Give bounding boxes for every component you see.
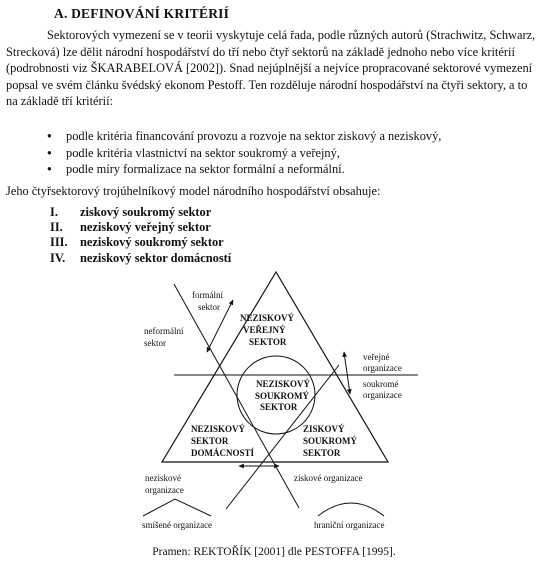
nonprofit-household-label-1: NEZISKOVÝ <box>191 424 246 434</box>
private-org-label-2: organizace <box>363 390 402 400</box>
public-private-arrow <box>344 352 350 394</box>
informal-sector-label-1: neformální <box>144 326 184 336</box>
nonprofit-public-label-2: VEŘEJNÝ <box>243 325 286 335</box>
sector-label: neziskový veřejný sektor <box>80 220 211 235</box>
nonprofit-household-label-3: DOMÁCNOSTÍ <box>191 448 255 458</box>
nonprofit-public-label-3: SEKTOR <box>249 337 287 347</box>
sector-number: II. <box>50 220 63 235</box>
nonprofit-private-label-3: SEKTOR <box>260 402 298 412</box>
model-intro: Jeho čtyřsektorový trojúhelníkový model národního hospodářství obsahuje: <box>6 184 381 198</box>
nonprofit-private-label-2: SOUKROMÝ <box>255 391 309 401</box>
formal-sector-label-2: sektor <box>198 302 220 312</box>
profit-private-label-3: SEKTOR <box>303 448 341 458</box>
public-org-label-2: organizace <box>363 363 402 373</box>
criteria-item: ● podle kritéria vlastnictví na sektor soukromý a veřejný, <box>44 145 441 162</box>
border-org-label: hraniční organizace <box>314 520 385 530</box>
sector-number: I. <box>50 205 58 219</box>
sector-number: IV. <box>50 250 66 265</box>
profit-private-label-1: ZISKOVÝ <box>303 424 345 434</box>
formal-sector-label-1: formální <box>192 290 223 300</box>
sector-label: neziskový soukromý sektor <box>80 235 224 250</box>
public-org-label-1: veřejné <box>363 352 390 362</box>
sector-label: neziskový sektor domácností <box>80 250 232 265</box>
nonprofit-household-label-2: SEKTOR <box>191 436 229 446</box>
mixed-org-label: smíšené organizace <box>142 520 213 530</box>
source-caption: Pramen: REKTOŘÍK [2001] dle PESTOFFA [1995]. <box>152 546 396 558</box>
sector-number: III. <box>50 235 68 250</box>
section-heading: A. DEFINOVÁNÍ KRITÉRIÍ <box>54 6 230 21</box>
mixed-org-symbol <box>143 499 211 516</box>
nonprofit-private-label-1: NEZISKOVÝ <box>256 379 311 389</box>
intro-paragraph: Sektorových vymezení se v teorii vyskytuje celá řada, podle různých autorů (Strachwitz, Schwarz, Strecková) lze dělit národní hospodářství do tří nebo čtyř sektorů na základě jednoho nebo více kritérií (podrobnosti viz ŠKARABELOVÁ [2002]). Snad nejúplnější a nejvíce propracované sektorové vymezení popsal ve svém článku švédský ekonom Pestoff. Ten rozděluje národní hospodářství na čtyři sektory, a to na základě tří kritérií: <box>6 28 536 108</box>
informal-sector-label-2: sektor <box>144 338 166 348</box>
sector-label: ziskový soukromý sektor <box>80 205 212 219</box>
nonprofit-public-label-1: NEZISKOVÝ <box>240 313 295 323</box>
profit-org-label: ziskové organizace <box>294 473 363 483</box>
border-org-symbol <box>318 503 384 516</box>
profit-private-label-2: SOUKROMÝ <box>303 436 357 446</box>
criteria-item: ● podle míry formalizace na sektor formální a neformální. <box>44 161 441 178</box>
nonprofit-org-label-1: neziskové <box>145 473 181 483</box>
criteria-item: ● podle kritéria financování provozu a rozvoje na sektor ziskový a neziskový, <box>44 128 441 145</box>
nonprofit-org-label-2: organizace <box>145 485 184 495</box>
private-org-label-1: soukromé <box>363 379 399 389</box>
